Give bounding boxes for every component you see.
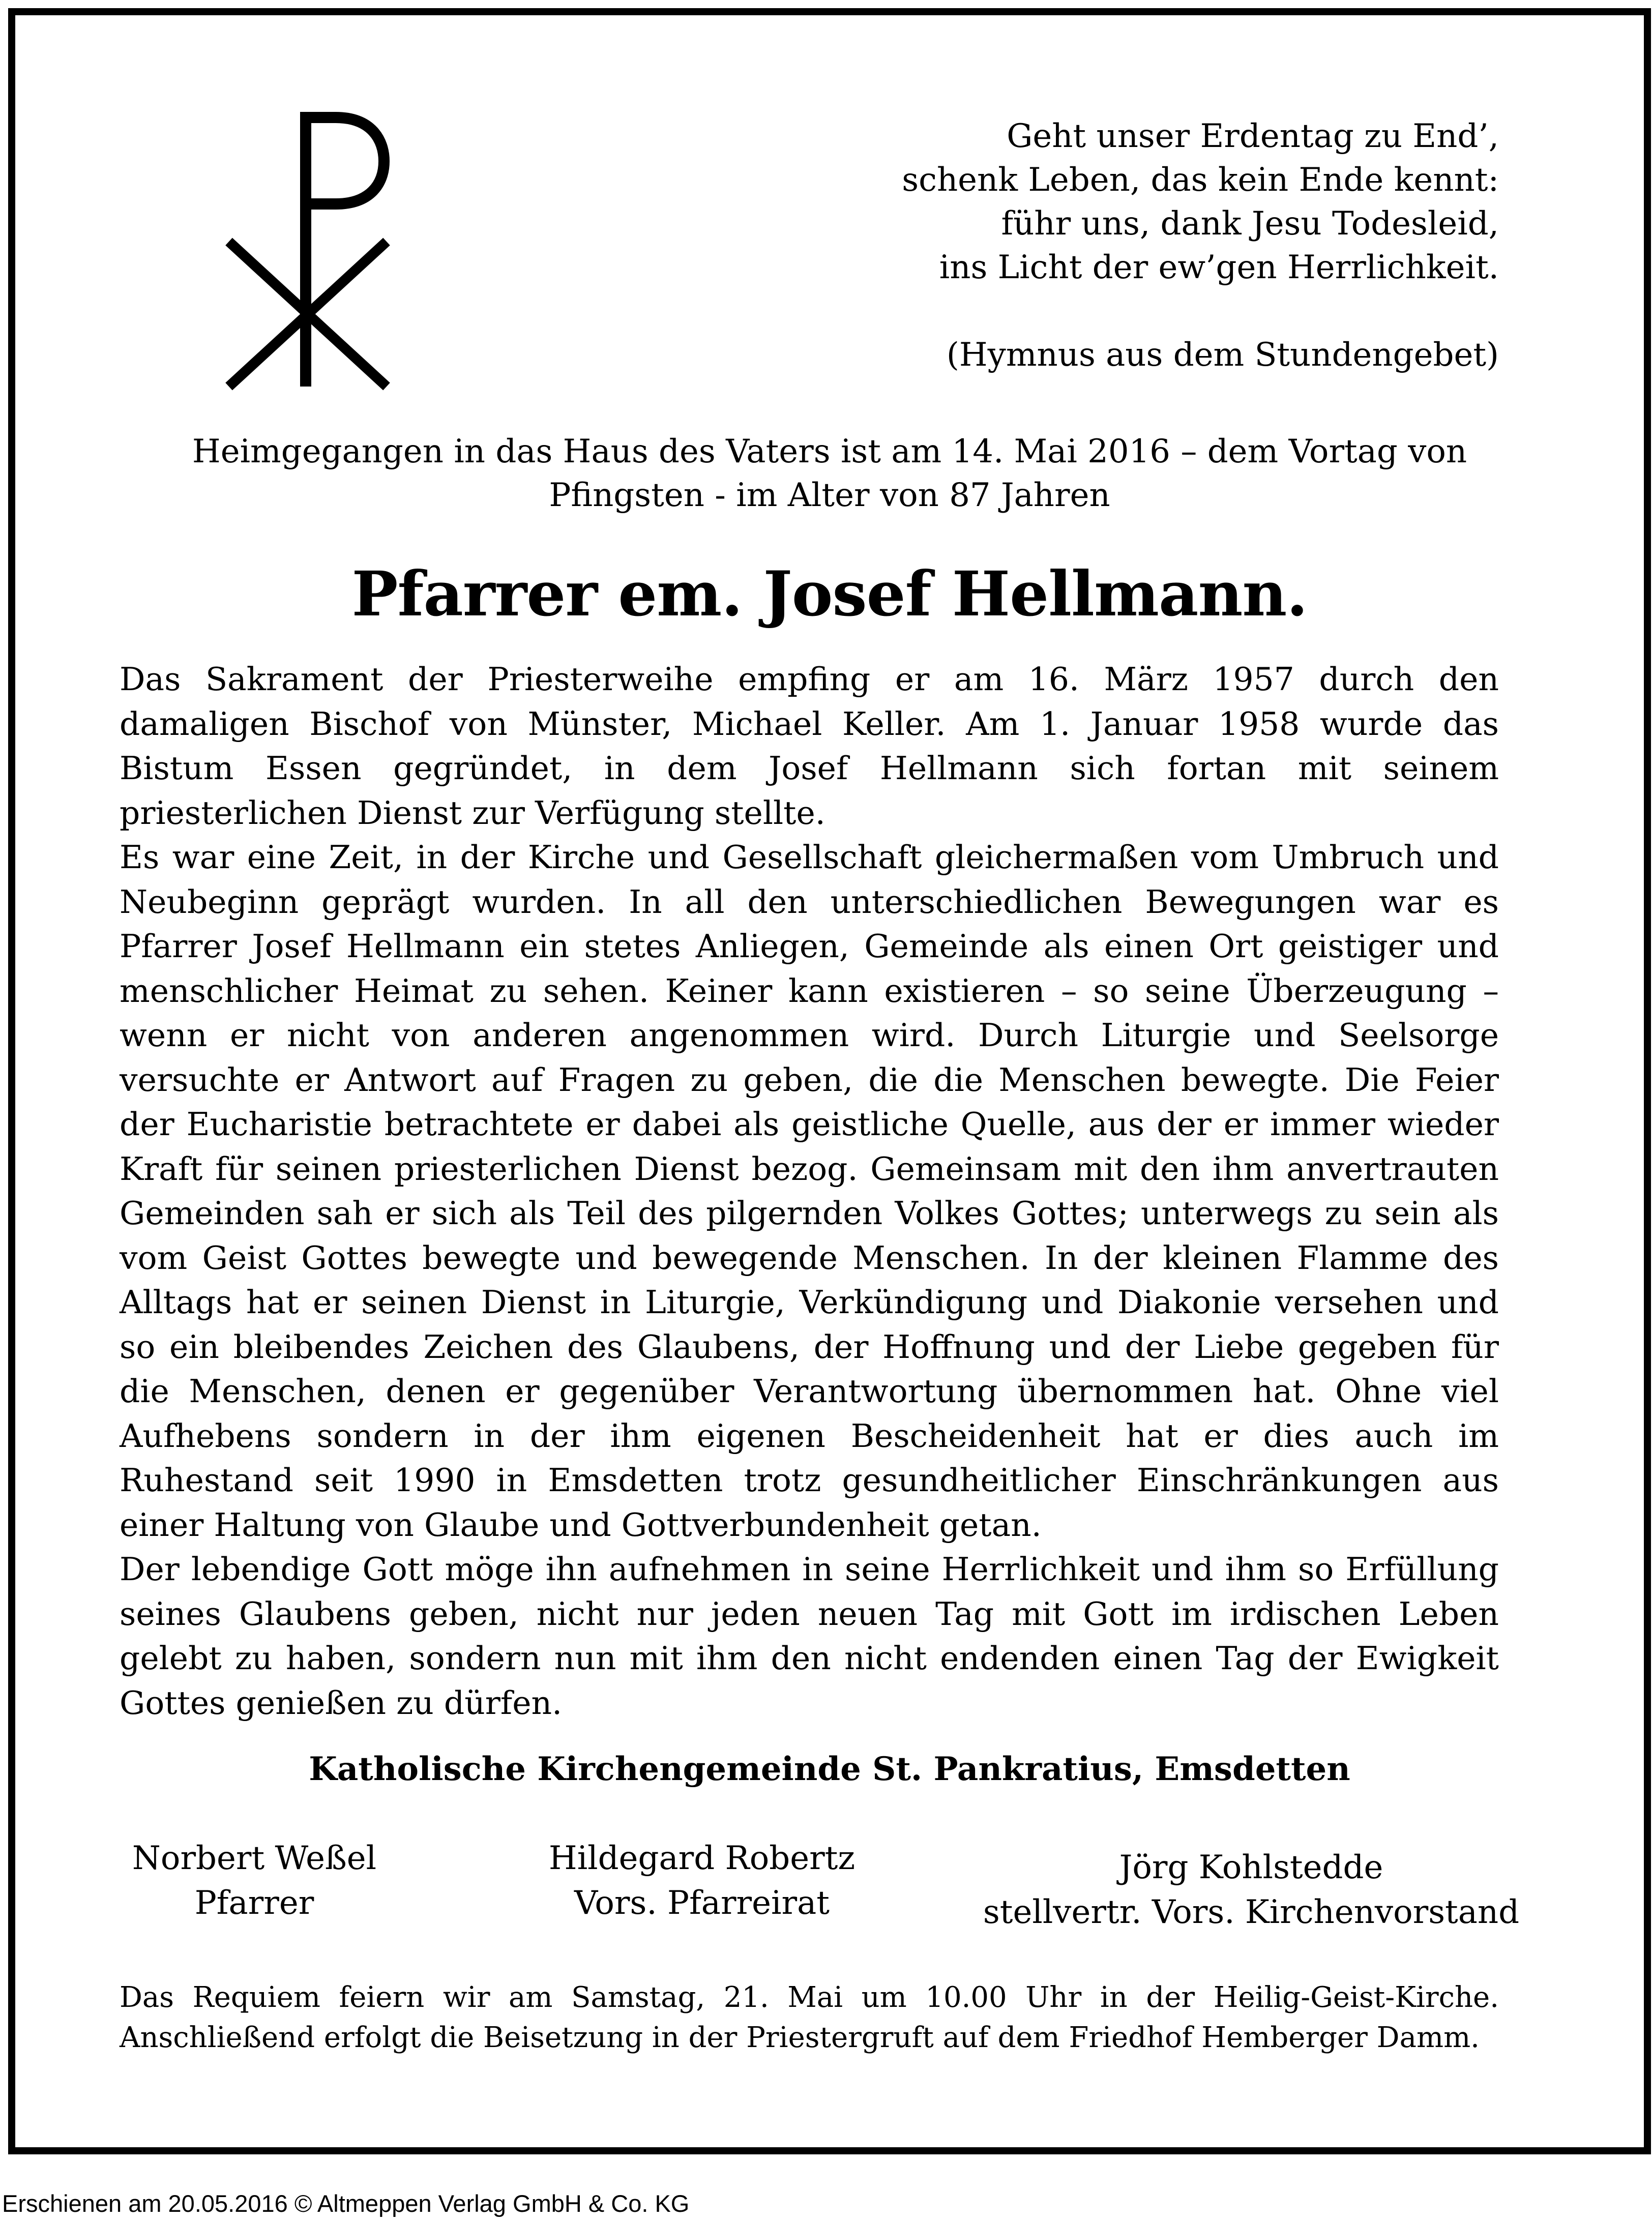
death-announcement	[112, 430, 1547, 517]
signatures	[102, 1836, 1542, 1931]
publication-footer: Erschienen am 20.05.2016 © Altmeppen Verlag GmbH & Co. KG	[2, 2190, 690, 2217]
parish-name: Katholische Kirchengemeinde St. Pankratius, Emsdetten	[309, 1750, 1350, 1788]
hymn-source: (Hymnus aus dem Stundengebet)	[946, 336, 1499, 374]
signature-block	[936, 1845, 1567, 1935]
signature-name: Norbert Weßel	[132, 1840, 377, 1877]
hymn-line: Geht unser Erdentag zu End’,	[1007, 117, 1499, 155]
hymn-quote	[685, 114, 1499, 377]
signature-role: Pfarrer	[194, 1884, 314, 1922]
requiem-notice: Das Requiem feiern wir am Samstag, 21. Mai um 10.00 Uhr in der Heilig-Geist-Kirche. Anschließend erfolgt die Beisetzung in der Priestergruft auf dem Friedhof Hemberger Damm.	[120, 1981, 1499, 2054]
hymn-line: ins Licht der ew’gen Herrlichkeit.	[939, 249, 1499, 286]
hymn-line: schenk Leben, das kein Ende kennt:	[902, 161, 1499, 199]
hymn-line: führ uns, dank Jesu Todesleid,	[1001, 205, 1499, 243]
obituary-frame	[8, 8, 1651, 2154]
signature-role: Vors. Pfarreirat	[574, 1884, 830, 1922]
body-paragraph: Der lebendige Gott möge ihn aufnehmen in seine Herrlichkeit und ihm so Erfüllung seines Glaubens geben, nicht nur jeden neuen Tag mit Gott im irdischen Leben gelebt zu haben, sondern nun mit ihm den nicht endenden einen Tag der Ewigkeit Gottes genießen zu dürfen.	[120, 1551, 1499, 1722]
obituary-body	[120, 657, 1499, 1725]
signature-block	[488, 1836, 916, 1925]
body-paragraph: Es war eine Zeit, in der Kirche und Gesellschaft gleichermaßen vom Umbruch und Neubeginn geprägt wurden. In all den unterschiedlichen Bewegungen war es Pfarrer Josef Hellmann ein stetes Anliegen, Gemeinde als einen Ort geistiger und menschlicher Heimat zu sehen. Keiner kann existieren – so seine Überzeugung – wenn er nicht von anderen angenommen wird. Durch Liturgie und Seelsorge versuchte er Antwort auf Fragen zu geben, die die Menschen bewegte. Die Feier der Eucharistie betrachtete er dabei als geistliche Quelle, aus der er immer wieder Kraft für seinen priesterlichen Dienst bezog. Gemeinsam mit den ihm anvertrauten Gemeinden sah er sich als Teil des pilgernden Volkes Gottes; unterwegs zu sein als vom Geist Gottes bewegte und bewegende Menschen. In der kleinen Flamme des Alltags hat er seinen Dienst in Liturgie, Verkündigung und Diakonie versehen und so ein bleibendes Zeichen des Glaubens, der Hoffnung und der Liebe gegeben für die Menschen, denen er gegenüber Verantwortung übernommen hat. Ohne viel Aufhebens sondern in der ihm eigenen Bescheidenheit hat er dies auch im Ruhestand seit 1990 in Emsdetten trotz gesundheitlicher Einschränkungen aus einer Haltung von Glaube und Gottverbundenheit getan.	[120, 839, 1499, 1544]
announcement-line: Heimgegangen in das Haus des Vaters ist am 14. Mai 2016 – dem Vortag von	[192, 433, 1467, 470]
signature-block	[102, 1836, 407, 1925]
deceased-name: Pfarrer em. Josef Hellmann.	[351, 557, 1308, 630]
signature-role: stellvertr. Vors. Kirchenvorstand	[983, 1893, 1520, 1931]
body-paragraph: Das Sakrament der Priesterweihe empfing er am 16. März 1957 durch den damaligen Bischof von Münster, Michael Keller. Am 1. Januar 1958 wurde das Bistum Essen gegründet, in dem Josef Hellmann sich fortan mit seinem priesterlichen Dienst zur Verfügung stellte.	[120, 661, 1499, 832]
signature-name: Hildegard Robertz	[548, 1840, 855, 1877]
announcement-line: Pfingsten - im Alter von 87 Jahren	[549, 477, 1110, 514]
signature-name: Jörg Kohlstedde	[1119, 1849, 1383, 1886]
chi-rho-icon	[219, 104, 402, 394]
